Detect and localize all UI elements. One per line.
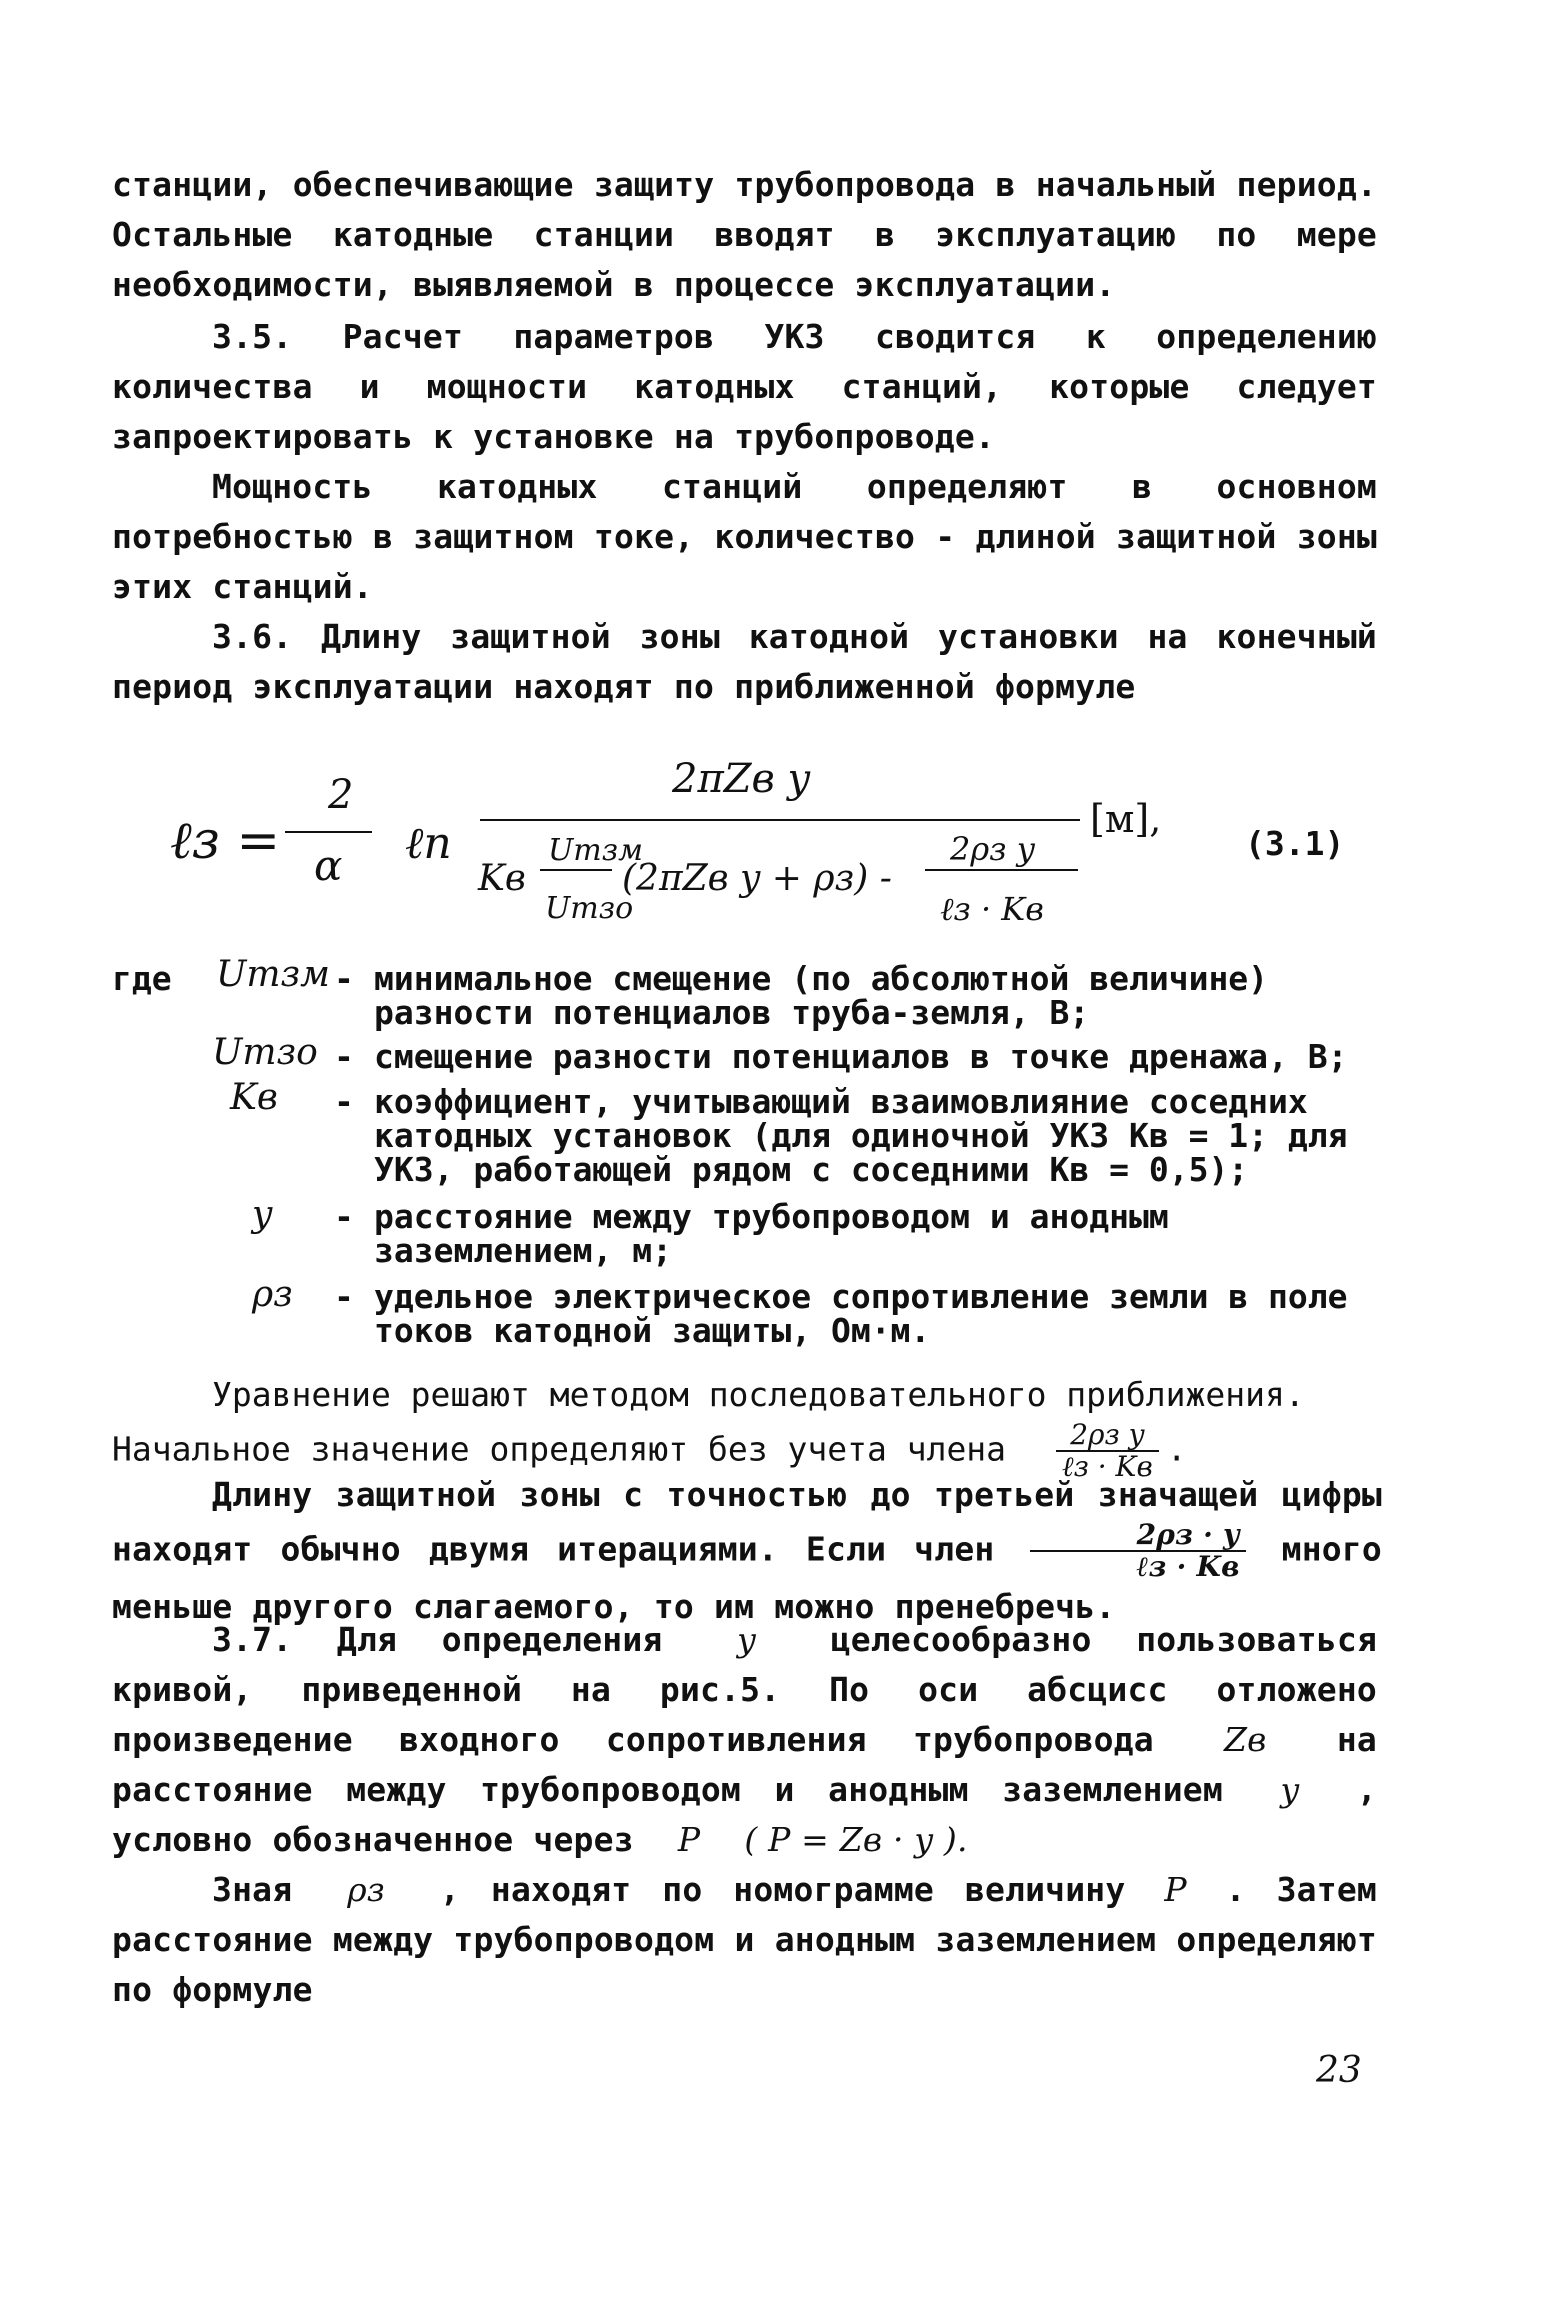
paragraph-3-7-pre: 3.7. Для определения [212,1620,663,1659]
legend-desc-rho: удельное электрическое сопротивление земли в поле токов катодной защиты, Ом·м. [374,1277,1348,1350]
legend-desc-utzm: минимальное смещение (по абсолютной величине) разности потенциалов труба-земля, В; [374,959,1269,1032]
legend-sym-y: y [252,1194,273,1235]
paragraph-1 [112,160,1377,310]
paragraph-3-7-sym-y: y [737,1620,757,1659]
paragraph-power [112,462,1377,612]
paragraph-1-text: станции, обеспечивающие защиту трубопровода в начальный период. Остальные катодные станции вводят в эксплуатацию по мере необходимости, выявляемой в процессе эксплуатации. [112,165,1377,304]
formula-den-sub-num: 2ρз y [950,830,1035,868]
legend-dash: - [334,1197,354,1236]
formula-ln: ℓn [405,818,452,869]
paragraph-3-5-text: 3.5. Расчет параметров УКЗ сводится к определению количества и мощности катодных станций, которые следует запроектировать к установке на трубопроводе. [112,317,1377,456]
paragraph-knowing-pre: Зная [212,1870,293,1909]
legend-sym-kb: Kв [230,1077,278,1118]
inline-fraction-2-den: ℓз · Kв [1136,1550,1240,1583]
formula-den-paren: (2πZв y + ρз) - [622,858,892,899]
inline-fraction-2-num: 2ρз · y [1030,1520,1245,1552]
paragraph-3-7-zb: Zв [1224,1720,1267,1759]
paragraph-knowing-rest: . Затем расстояние между трубопроводом и анодным заземлением определяют по формуле [112,1870,1377,2009]
paragraph-3-7-p: P [677,1820,701,1859]
formula-number: (3.1) [1245,824,1345,863]
legend-item-kb [112,1077,1392,1195]
formula-coef-num: 2 [328,772,354,818]
legend-sym-utzo: Uтзо [212,1032,318,1073]
legend-dash: - [334,1082,354,1121]
paragraph-iterations-text-2: много меньше другого слагаемого, то им можно пренебречь. [112,1529,1382,1626]
legend-dash: - [334,1277,354,1316]
legend-sym-rho: ρз [252,1274,293,1315]
legend-where-label: где [112,959,172,998]
formula-unit: [м], [1090,797,1162,841]
paragraph-3-5 [112,312,1377,462]
formula-den-u-den: Uтзо [545,891,634,926]
paragraph-3-7-rest: целесообразно пользоваться кривой, приведенной на рис.5. По оси абсцисс отложено произведение входного сопротивления трубопровода [112,1620,1378,1759]
page-number: 23 [1316,2050,1362,2091]
paragraph-power-text: Мощность катодных станций определяют в основном потребностью в защитном токе, количество - длиной защитной зоны этих станций. [112,467,1377,606]
legend-desc-y: расстояние между трубопроводом и анодным заземлением, м; [374,1197,1169,1270]
formula-den-sub-den: ℓз · Kв [940,890,1044,928]
inline-fraction-1-num: 2ρз y [1056,1420,1159,1452]
inline-fraction-1-den: ℓз · Kв [1061,1450,1153,1483]
paragraph-knowing-rho: ρз [347,1870,385,1909]
formula-coef-den: α [314,841,343,890]
paragraph-knowing [112,1865,1377,2015]
paragraph-3-7 [112,1615,1377,1865]
paragraph-3-7-p-expr: ( P = Zв · y ). [744,1820,968,1859]
formula-lhs: ℓз = [170,811,281,871]
after-line-2-text: Начальное значение определяют без учета члена [112,1429,1007,1469]
legend-dash: - [334,1037,354,1076]
formula-main-num: 2πZв y [672,756,811,802]
paragraph-3-7-y2: y [1280,1770,1300,1809]
after-line-2: Начальное значение определяют без учета члена $\frac{\text{2ρз y}}{\text{ℓз · Kв}}$ . [112,1418,1187,1483]
paragraph-knowing-p: P [1164,1870,1187,1909]
legend-item-rho [112,1274,1392,1350]
paragraph-3-6 [112,612,1377,712]
after-line-1: Уравнение решают методом последовательного приближения. [212,1375,1305,1414]
paragraph-iterations-text: Длину защитной зоны с точностью до третьей значащей цифры находят обычно двумя итерациями. Если член [112,1475,1382,1569]
legend-desc-utzo: смещение разности потенциалов в точке дренажа, В; [374,1037,1348,1076]
legend-item-y [112,1194,1392,1270]
paragraph-3-7-rest3: , условно обозначенное через [112,1770,1377,1859]
paragraph-iterations [112,1470,1382,1632]
paragraph-3-7-rest2: на расстояние между трубопроводом и анодным заземлением [112,1720,1377,1809]
legend-desc-kb: коэффициент, учитывающий взаимовлияние соседних катодных установок (для одиночной УКЗ Kв = 1; для УКЗ, работающей рядом с соседними Kв = 0,5); [374,1082,1348,1189]
legend-item-utzm [112,954,1392,1032]
formula-den-u-num: Uтзм [548,833,643,868]
formula-den-kb: Kв [478,858,526,899]
legend-item-utzo [112,1032,1392,1080]
legend-dash: - [334,959,354,998]
paragraph-knowing-mid: , находят по номограмме величину [439,1870,1126,1909]
legend-sym-utzm: Uтзм [216,954,330,995]
paragraph-3-6-text: 3.6. Длину защитной зоны катодной установки на конечный период эксплуатации находят по приближенной формуле [112,617,1377,706]
inline-fraction-2 [1030,1520,1245,1582]
